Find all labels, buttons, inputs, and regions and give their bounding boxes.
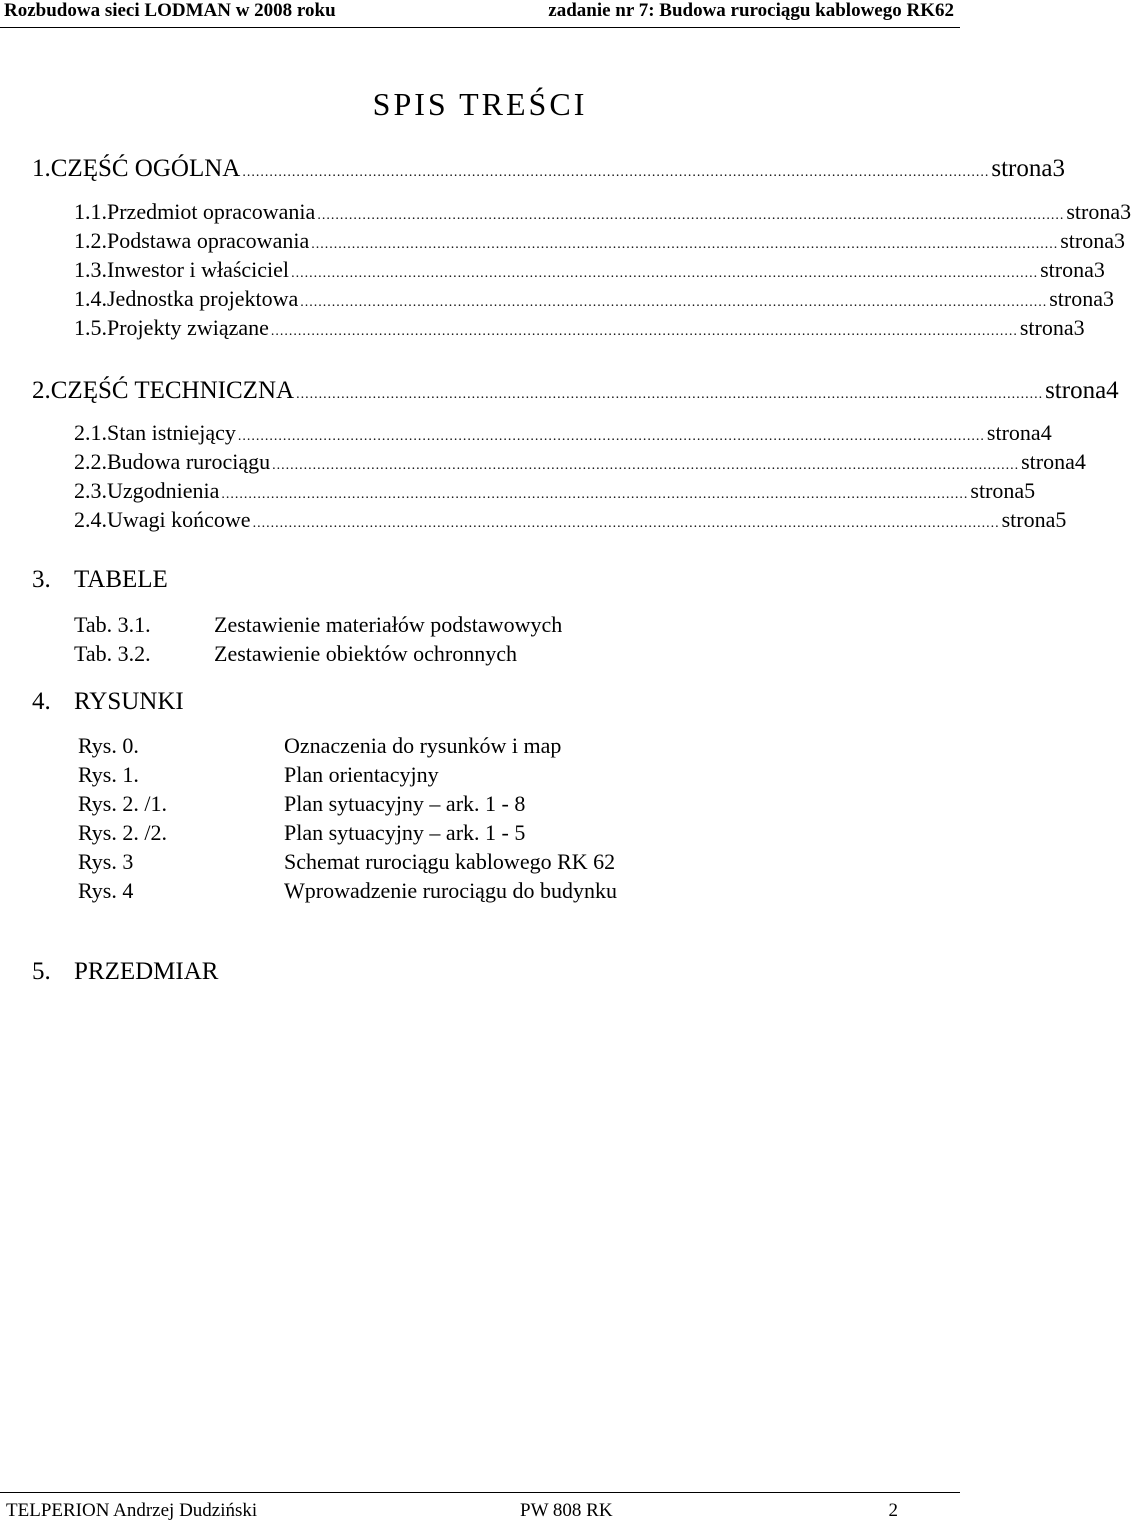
toc-leader-dots: ...................................................................................................................................................................... (317, 208, 1065, 223)
toc-label: TABELE (74, 566, 168, 593)
tab-label: Zestawienie obiektów ochronnych (214, 641, 518, 666)
toc-item-2-1[interactable] (74, 420, 1052, 448)
drawing-label: Plan sytuacyjny – ark. 1 - 8 (284, 791, 526, 816)
toc-page-number: 3 (1113, 228, 1125, 253)
toc-strona: strona (970, 478, 1025, 503)
toc-leader-dots: ...................................................................................................................................................................... (242, 165, 990, 180)
toc-leader-dots: ...................................................................................................................................................................... (221, 487, 969, 502)
drawing-item-4[interactable] (78, 878, 617, 904)
toc-label: Uwagi końcowe (107, 507, 251, 532)
tab-label: Zestawienie materiałów podstawowych (214, 612, 563, 637)
toc-label: CZĘŚĆ OGÓLNA (50, 155, 241, 182)
toc-item-2-3[interactable] (74, 478, 1036, 506)
toc-strona: strona (986, 420, 1041, 445)
toc-strona: strona (1045, 377, 1107, 404)
toc-page-number: 3 (1093, 257, 1105, 282)
toc-strona: strona (1021, 449, 1075, 474)
toc-leader-dots: ...................................................................................................................................................................... (296, 387, 1044, 402)
toc-strona: strona (1049, 286, 1103, 311)
toc-item-2-2[interactable] (74, 449, 1086, 477)
drawing-id: Rys. 2. /1. (78, 791, 167, 816)
toc-page-number: 3 (1103, 286, 1114, 311)
toc-item-1-1[interactable] (74, 199, 1131, 227)
toc-item-2-4[interactable] (74, 507, 1067, 535)
toc-number: 1.4. (74, 286, 107, 311)
toc-leader-dots: ...................................................................................................................................................................... (311, 237, 1059, 252)
toc-item-1-3[interactable] (74, 257, 1105, 285)
drawing-id: Rys. 3 (78, 849, 134, 874)
footer-divider (0, 1492, 960, 1493)
toc-leader-dots: ...................................................................................................................................................................... (300, 295, 1048, 310)
toc-page-number: 4 (1040, 420, 1052, 445)
toc-page-number: 4 (1074, 449, 1086, 474)
toc-page-number: 5 (1055, 507, 1067, 532)
footer-page-number: 2 (888, 1500, 898, 1521)
toc-number: 1. (32, 155, 51, 182)
toc-number: 2.2. (74, 449, 107, 474)
drawing-item-0[interactable] (78, 733, 561, 759)
toc-section-1[interactable] (32, 155, 1065, 183)
drawing-id: Rys. 0. (78, 733, 139, 758)
tab-item-3-2[interactable] (74, 641, 517, 667)
drawing-item-1[interactable] (78, 762, 439, 788)
toc-page-number: 3 (1073, 315, 1085, 340)
toc-item-1-2[interactable] (74, 228, 1125, 256)
tab-id: Tab. 3.1. (74, 612, 151, 637)
toc-strona: strona (1019, 315, 1074, 340)
toc-page-number: 3 (1120, 199, 1131, 224)
toc-number: 1.2. (74, 228, 107, 253)
toc-leader-dots: ...................................................................................................................................................................... (252, 516, 1000, 531)
toc-leader-dots: ...................................................................................................................................................................... (291, 266, 1039, 281)
toc-section-2[interactable] (32, 377, 1119, 405)
footer-author: TELPERION Andrzej Dudziński (6, 1500, 258, 1521)
toc-item-1-5[interactable] (74, 315, 1085, 343)
toc-strona: strona (1040, 257, 1094, 282)
toc-label: Projekty związane (107, 315, 269, 340)
tab-item-3-1[interactable] (74, 612, 562, 638)
toc-number: 2.3. (74, 478, 107, 503)
toc-page-number: 4 (1106, 377, 1119, 404)
toc-section-4[interactable] (32, 688, 184, 716)
page-title (0, 86, 960, 123)
toc-strona: strona (1060, 228, 1114, 253)
toc-leader-dots: ...................................................................................................................................................................... (237, 429, 985, 444)
toc-label: Przedmiot opracowania (107, 199, 316, 224)
drawing-item-2-1[interactable] (78, 791, 525, 817)
toc-number: 2.4. (74, 507, 107, 532)
toc-number: 1.3. (74, 257, 107, 282)
toc-strona: strona (1066, 199, 1121, 224)
tab-id: Tab. 3.2. (74, 641, 151, 666)
toc-leader-dots: ...................................................................................................................................................................... (272, 458, 1020, 473)
toc-number: 3. (32, 566, 51, 593)
toc-number: 5. (32, 958, 51, 985)
toc-strona: strona (991, 155, 1053, 182)
header-right-text: zadanie nr 7: Budowa rurociągu kablowego RK62 (548, 0, 954, 21)
toc-label: RYSUNKI (74, 688, 184, 715)
toc-section-3[interactable] (32, 566, 168, 594)
toc-number: 1.5. (74, 315, 107, 340)
toc-label: Budowa rurociągu (107, 449, 271, 474)
toc-item-1-4[interactable] (74, 286, 1114, 314)
header-divider (0, 27, 960, 28)
toc-label: Uzgodnienia (107, 478, 220, 503)
drawing-label: Plan orientacyjny (284, 762, 439, 787)
drawing-item-3[interactable] (78, 849, 615, 875)
footer-document-code: PW 808 RK (520, 1500, 613, 1521)
toc-page-number: 3 (1052, 155, 1065, 182)
toc-label: Stan istniejący (107, 420, 236, 445)
toc-number: 4. (32, 688, 51, 715)
toc-label: Inwestor i właściciel (107, 257, 290, 282)
drawing-item-2-2[interactable] (78, 820, 525, 846)
toc-number: 1.1. (74, 199, 107, 224)
toc-section-5[interactable] (32, 958, 218, 986)
page-title-text: SPIS TREŚCI (372, 86, 588, 122)
drawing-label: Wprowadzenie rurociągu do budynku (284, 878, 617, 903)
drawing-id: Rys. 1. (78, 762, 139, 787)
toc-label: Podstawa opracowania (107, 228, 310, 253)
drawing-id: Rys. 2. /2. (78, 820, 167, 845)
drawing-label: Schemat rurociągu kablowego RK 62 (284, 849, 616, 874)
toc-page-number: 5 (1024, 478, 1036, 503)
toc-label: PRZEDMIAR (74, 958, 219, 985)
toc-label: Jednostka projektowa (107, 286, 299, 311)
drawing-id: Rys. 4 (78, 878, 134, 903)
header-left-text: Rozbudowa sieci LODMAN w 2008 roku (4, 0, 336, 21)
drawing-label: Oznaczenia do rysunków i map (284, 733, 562, 758)
toc-leader-dots: ...................................................................................................................................................................... (270, 324, 1018, 339)
toc-strona: strona (1001, 507, 1056, 532)
toc-number: 2.1. (74, 420, 107, 445)
toc-number: 2. (32, 377, 51, 404)
toc-label: CZĘŚĆ TECHNICZNA (50, 377, 295, 404)
drawing-label: Plan sytuacyjny – ark. 1 - 5 (284, 820, 526, 845)
